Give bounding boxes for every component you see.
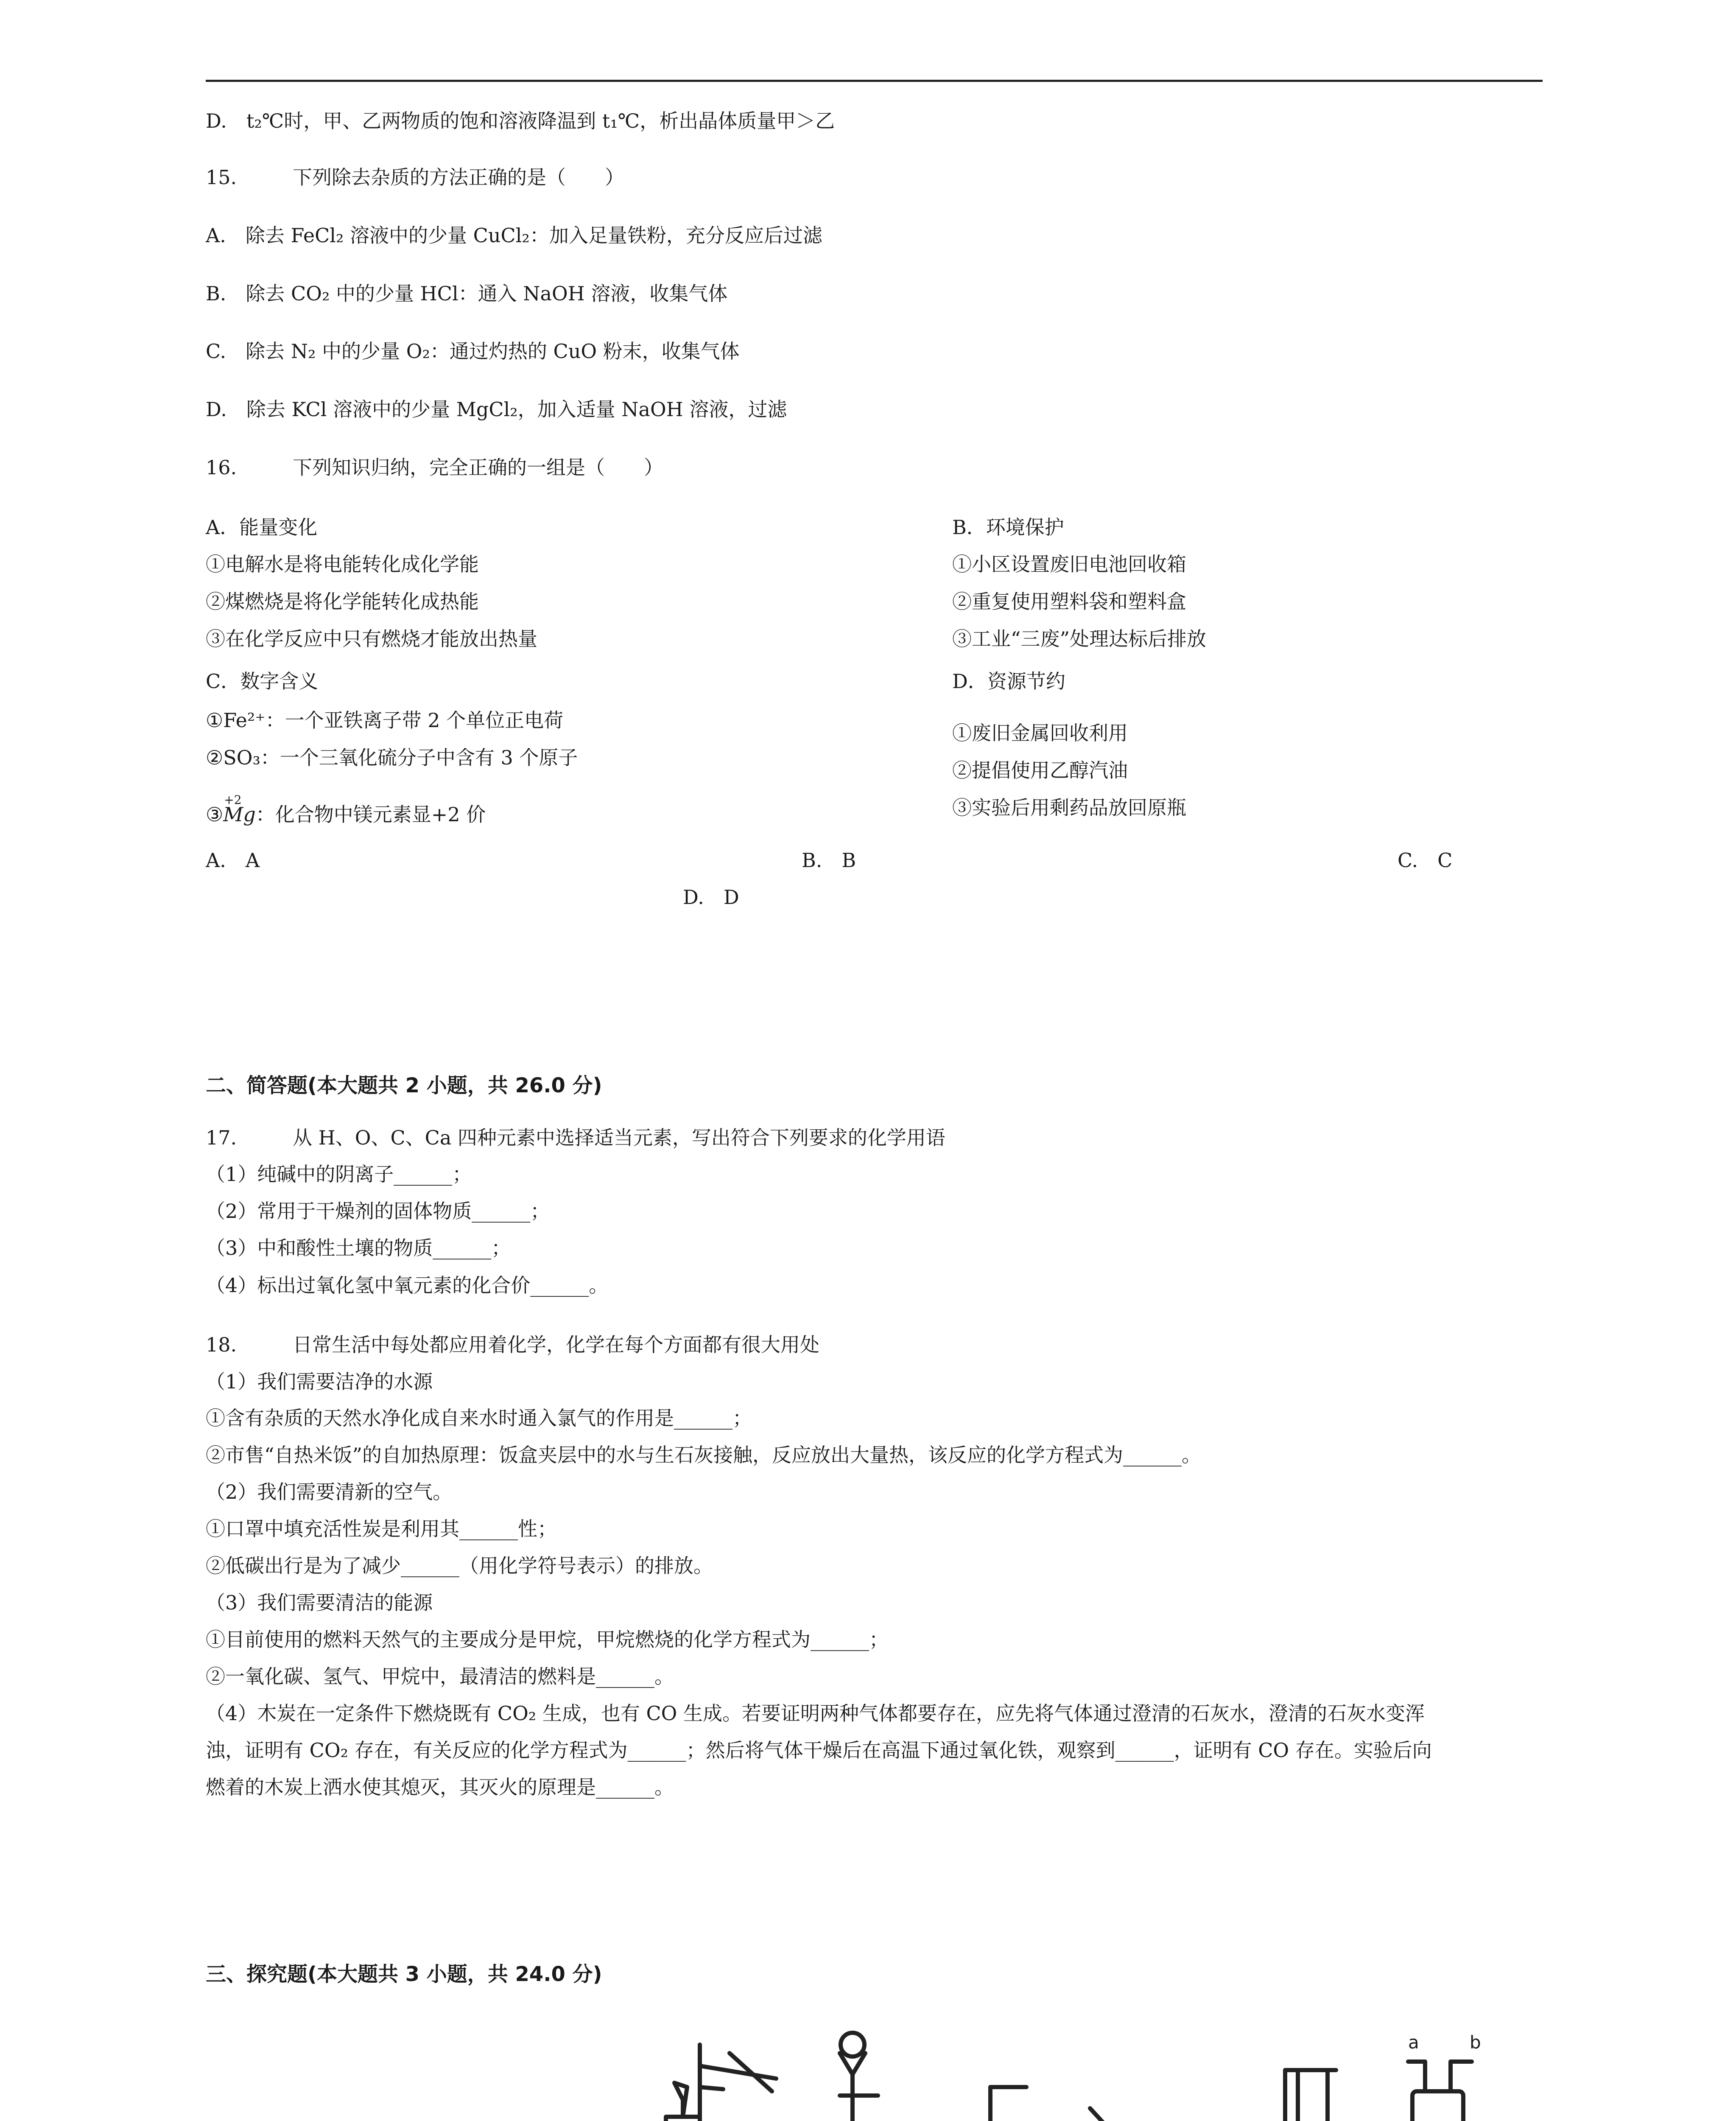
q16-group-b-item: ①小区设置废旧电池回收箱 <box>952 553 1186 576</box>
q18-line: ①含有杂质的天然水净化成自来水时通入氯气的作用是______； <box>206 1407 752 1430</box>
q17-number: 17. <box>206 1126 237 1149</box>
q18-line: （1）我们需要洁净的水源 <box>206 1370 433 1393</box>
q18-line: ②低碳出行是为了减少______（用化学符号表示）的排放。 <box>206 1554 713 1577</box>
q18-line: 浊，证明有 CO₂ 存在，有关反应的化学方程式为______；然后将气体干燥后在高温下通过氧化铁，观察到______，证明有 CO 存在。实验后向 <box>206 1739 1432 1762</box>
q15-option-c: C. 除去 N₂ 中的少量 O₂：通过灼热的 CuO 粉末，收集气体 <box>206 340 740 363</box>
q15-stem-text: 下列除去杂质的方法正确的是（ ） <box>293 166 624 189</box>
q18-line: ①目前使用的燃料天然气的主要成分是甲烷，甲烷燃烧的化学方程式为______； <box>206 1628 889 1651</box>
apparatus-b <box>829 2033 884 2121</box>
q18-line: 燃着的木炭上洒水使其熄灭，其灭火的原理是______。 <box>206 1776 674 1799</box>
q18-line: （4）木炭在一定条件下燃烧既有 CO₂ 生成，也有 CO 生成。若要证明两种气体都要存在，应先将气体通过澄清的石灰水，澄清的石灰水变浑 <box>206 1702 1425 1725</box>
mg-valence-symbol <box>223 793 256 827</box>
q16-choice-a: A. A <box>206 849 260 872</box>
q18-line: ②市售“自热米饭”的自加热原理：饭盒夹层中的水与生石灰接触，反应放出大量热，该反应的化学方程式为______。 <box>206 1444 1202 1466</box>
q16-stem <box>206 455 663 480</box>
q16-group-c-title: C．数字含义 <box>206 670 319 693</box>
q16-choice-d: D. D <box>683 886 739 909</box>
q18-number: 18. <box>206 1333 237 1356</box>
section-3-heading: 三、探究题(本大题共 3 小题，共 24.0 分) <box>206 1962 602 1986</box>
q16-group-c-item: ①Fe²⁺：一个亚铁离子带 2 个单位正电荷 <box>206 709 564 732</box>
q15-option-a: A. 除去 FeCl₂ 溶液中的少量 CuCl₂：加入足量铁粉，充分反应后过滤 <box>206 224 822 247</box>
q16-group-b-item: ②重复使用塑料袋和塑料盒 <box>952 590 1186 613</box>
q16-group-b-title: B．环境保护 <box>952 516 1064 539</box>
q16-group-d-item: ①废旧金属回收利用 <box>952 722 1128 744</box>
mg-valence: +2 <box>224 793 242 807</box>
q17-stem <box>206 1125 945 1150</box>
apparatus-d <box>1090 2108 1213 2121</box>
q15-option-b: B. 除去 CO₂ 中的少量 HCl：通入 NaOH 溶液，收集气体 <box>206 282 728 305</box>
q16-group-a-title: A．能量变化 <box>206 516 318 539</box>
apparatus-label-a-port: a <box>1408 2032 1419 2053</box>
q16-choice-c: C. C <box>1398 849 1453 872</box>
q16-group-d-item: ③实验后用剩药品放回原瓶 <box>952 796 1186 819</box>
q17-item: （1）纯碱中的阴离子______； <box>206 1163 472 1186</box>
q18-line: （3）我们需要清洁的能源 <box>206 1591 433 1614</box>
q17-item: （2）常用于干燥剂的固体物质______； <box>206 1200 550 1223</box>
lab-apparatus-drawing <box>649 2019 1531 2121</box>
q16-group-a-item: ②煤燃烧是将化学能转化成热能 <box>206 590 479 613</box>
q16-group-a-item: ①电解水是将电能转化成化学能 <box>206 553 479 576</box>
q17-item: （4）标出过氧化氢中氧元素的化合价______。 <box>206 1274 609 1297</box>
q16-group-c-item3-prefix: ③ <box>206 803 224 826</box>
q15-number: 15. <box>206 166 237 189</box>
section-2-heading: 二、简答题(本大题共 2 小题，共 26.0 分) <box>206 1074 602 1097</box>
q16-number: 16. <box>206 456 237 479</box>
q16-group-b-item: ③工业“三废”处理达标后排放 <box>952 627 1207 650</box>
apparatus-a <box>657 2045 776 2121</box>
q16-group-d-item: ②提倡使用乙醇汽油 <box>952 759 1128 782</box>
q16-group-c-item3 <box>206 793 486 827</box>
apparatus-c <box>984 2087 1026 2121</box>
q18-line: （2）我们需要清新的空气。 <box>206 1480 453 1503</box>
q18-line: ②一氧化碳、氢气、甲烷中，最清洁的燃料是______。 <box>206 1665 674 1688</box>
q17-stem-text: 从 H、O、C、Ca 四种元素中选择适当元素，写出符合下列要求的化学用语 <box>293 1126 945 1149</box>
apparatus-label-b-port: b <box>1470 2032 1481 2053</box>
q16-group-c-item3-text: ：化合物中镁元素显+2 价 <box>255 803 486 826</box>
q16-group-d-title: D．资源节约 <box>952 670 1065 693</box>
q16-group-a-item: ③在化学反应中只有燃烧才能放出热量 <box>206 627 537 650</box>
q14-option-d: D. t₂℃时，甲、乙两物质的饱和溶液降温到 t₁℃，析出晶体质量甲＞乙 <box>206 109 835 132</box>
q15-option-d: D. 除去 KCl 溶液中的少量 MgCl₂，加入适量 NaOH 溶液，过滤 <box>206 398 787 421</box>
header-rule <box>206 80 1543 82</box>
q16-choice-b: B. B <box>802 849 856 872</box>
q16-group-c-item: ②SO₃：一个三氧化硫分子中含有 3 个原子 <box>206 746 578 769</box>
q15-stem <box>206 165 624 190</box>
q18-stem <box>206 1332 819 1357</box>
q17-item: （3）中和酸性土壤的物质______； <box>206 1237 511 1259</box>
q18-stem-text: 日常生活中每处都应用着化学，化学在每个方面都有很大用处 <box>293 1333 819 1356</box>
lab-apparatus-figure <box>649 2019 1531 2121</box>
apparatus-e <box>1285 2070 1336 2121</box>
apparatus-f <box>1408 2062 1472 2121</box>
q18-line: ①口罩中填充活性炭是利用其______性； <box>206 1517 557 1540</box>
q16-stem-text: 下列知识归纳，完全正确的一组是（ ） <box>293 456 663 479</box>
mg-symbol: Mg <box>223 803 256 826</box>
